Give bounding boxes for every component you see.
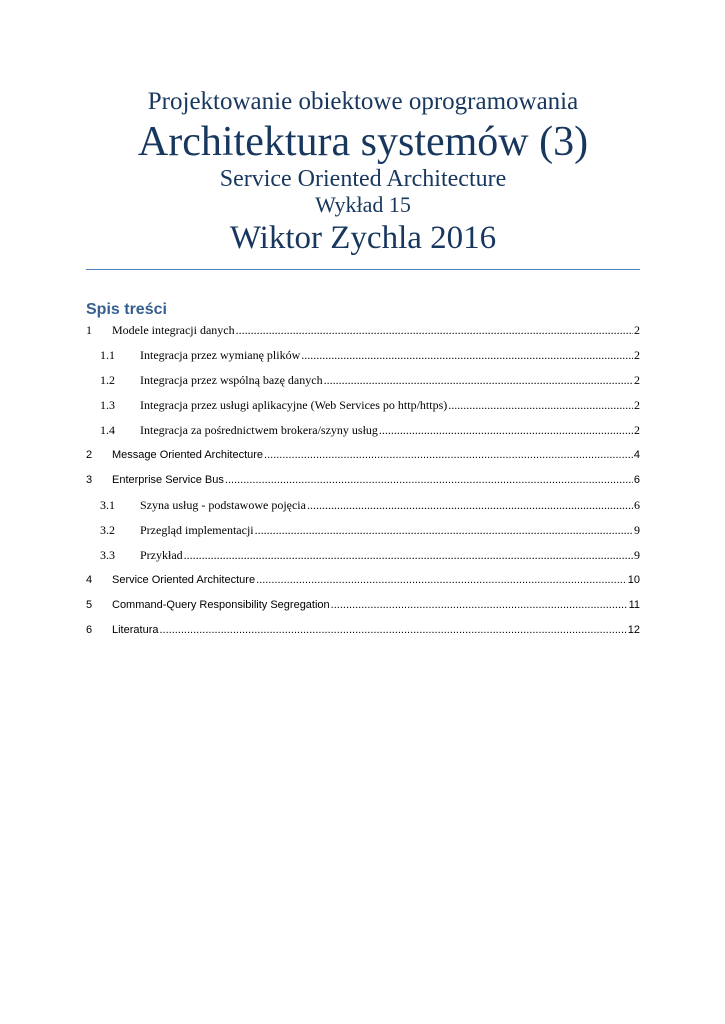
toc-entry-page: 6 [633, 474, 640, 486]
toc-leader-dots [307, 495, 633, 515]
toc-entry-page: 10 [627, 574, 640, 586]
toc-entry-title: Modele integracji danych [112, 323, 235, 337]
toc-entry-number: 3.1 [100, 498, 115, 512]
toc-leader-dots [331, 595, 628, 615]
toc-entry-title: Integracja przez usługi aplikacyjne (Web Services po http/https) [140, 398, 448, 412]
toc-entry-title: Przykład [140, 548, 183, 562]
toc-entry-title: Przegląd implementacji [140, 523, 254, 537]
toc-entry-title: Message Oriented Architecture [112, 449, 264, 461]
document-title: Architektura systemów (3) [137, 119, 589, 165]
toc-entry-number: 1.1 [100, 348, 115, 362]
toc-entry-page: 2 [634, 398, 640, 412]
toc-entry-number: 1.2 [100, 373, 115, 387]
toc-entry-number: 1 [86, 323, 92, 337]
toc-leader-dots [255, 520, 633, 540]
toc-entry-page: 2 [634, 348, 640, 362]
toc-entry[interactable] [86, 520, 640, 540]
toc-entry-number: 4 [86, 574, 93, 586]
toc-entry[interactable] [86, 595, 640, 615]
toc-entry-title: Integracja przez wymianę plików [140, 348, 301, 362]
toc-entry-page: 12 [627, 624, 640, 636]
toc-entry-number: 3.2 [100, 523, 115, 537]
course-name: Projektowanie obiektowe oprogramowania [147, 88, 579, 115]
title-block [86, 84, 640, 258]
toc-entry-title: Literatura [112, 624, 159, 636]
toc-entry-number: 3.3 [100, 548, 115, 562]
toc-entry-number: 2 [86, 449, 93, 461]
toc-entry-title: Integracja za pośrednictwem brokera/szyny usług [140, 423, 378, 437]
toc-entry[interactable] [86, 470, 640, 490]
toc-entry-title: Szyna usług - podstawowe pojęcia [140, 498, 306, 512]
toc-entry-page: 2 [634, 423, 640, 437]
toc-entry[interactable] [86, 445, 640, 465]
toc-entry-page: 4 [633, 449, 640, 461]
toc-entry-page: 11 [628, 599, 640, 611]
toc-entry[interactable] [86, 395, 640, 415]
toc-entry[interactable] [86, 495, 640, 515]
toc-entry[interactable] [86, 320, 640, 340]
toc-leader-dots [236, 320, 633, 340]
toc-entry-page: 2 [634, 373, 640, 387]
author-year: Wiktor Zychla 2016 [229, 220, 497, 256]
toc-entry-number: 5 [86, 599, 93, 611]
toc-entry-title: Service Oriented Architecture [112, 574, 256, 586]
toc-leader-dots [159, 620, 626, 640]
toc-entry[interactable] [86, 370, 640, 390]
document-subtitle: Service Oriented Architecture [219, 166, 507, 192]
toc-entry-number: 3 [86, 474, 93, 486]
title-divider [86, 269, 640, 270]
lecture-number: Wykład 15 [315, 192, 411, 217]
toc-heading: Spis treści [86, 301, 167, 318]
toc-entry-page: 9 [634, 548, 640, 562]
toc-entry[interactable] [86, 545, 640, 565]
toc-entry[interactable] [86, 620, 640, 640]
toc-leader-dots [184, 545, 633, 565]
toc-leader-dots [256, 570, 627, 590]
toc-entry[interactable] [86, 420, 640, 440]
toc-entry-title: Enterprise Service Bus [112, 474, 224, 486]
toc-entry-number: 1.3 [100, 398, 115, 412]
toc-entry-number: 6 [86, 624, 93, 636]
toc-entry-page: 2 [634, 323, 640, 337]
toc-leader-dots [301, 345, 633, 365]
toc-entry-title: Command-Query Responsibility Segregation [112, 599, 330, 611]
toc-leader-dots [225, 470, 633, 490]
toc-entry-number: 1.4 [100, 423, 115, 437]
toc-entry[interactable] [86, 570, 640, 590]
toc-leader-dots [448, 395, 633, 415]
toc-leader-dots [264, 445, 633, 465]
toc-leader-dots [379, 420, 633, 440]
toc-entry-title: Integracja przez wspólną bazę danych [140, 373, 323, 387]
toc-entry[interactable] [86, 345, 640, 365]
toc-entry-page: 6 [634, 498, 640, 512]
toc-entry-page: 9 [634, 523, 640, 537]
toc-leader-dots [324, 370, 633, 390]
